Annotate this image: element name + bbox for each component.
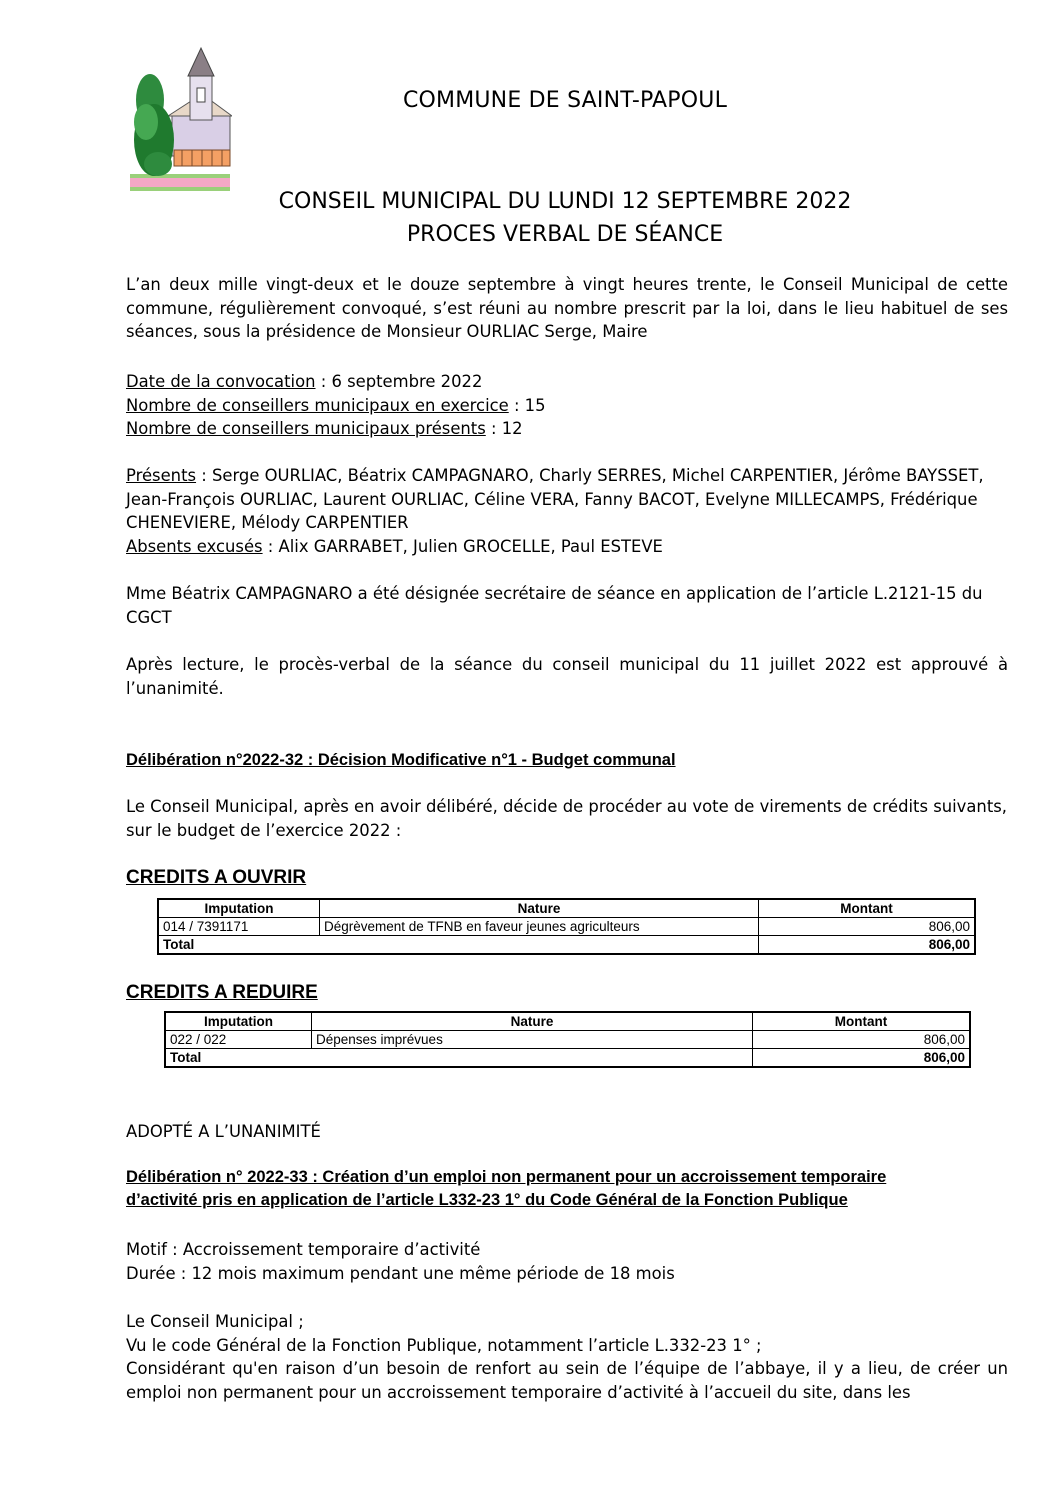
delib-33-motif-block bbox=[126, 1238, 1008, 1285]
convocation-date-value: : 6 septembre 2022 bbox=[315, 372, 483, 391]
vu-line: Vu le code Général de la Fonction Publique, notamment l’article L.332-23 1° ; bbox=[126, 1335, 762, 1355]
conseillers-exercice-label: Nombre de conseillers municipaux en exercice bbox=[126, 395, 509, 415]
col-imputation: Imputation bbox=[158, 899, 320, 918]
conseillers-exercice-value: : 15 bbox=[508, 395, 546, 415]
presents-label: Présents bbox=[126, 466, 197, 485]
delib-33-title bbox=[126, 1166, 1008, 1212]
row-montant: 806,00 bbox=[753, 1031, 971, 1049]
conseillers-presents-label: Nombre de conseillers municipaux présents bbox=[126, 419, 486, 438]
commune-name: COMMUNE DE SAINT-PAPOUL bbox=[402, 88, 728, 113]
conseillers-presents-value: : 12 bbox=[485, 419, 523, 438]
council-title: CONSEIL MUNICIPAL DU LUNDI 12 SEPTEMBRE 2022 bbox=[278, 189, 852, 214]
duree-line: Durée : 12 mois maximum pendant une même période de 18 mois bbox=[126, 1263, 675, 1283]
delib-32-text: Le Conseil Municipal, après en avoir délibéré, décide de procéder au vote de virements de crédits suivants, sur le budget de l’exercice 2022 : bbox=[126, 797, 1007, 840]
conseil-line: Le Conseil Municipal ; bbox=[126, 1312, 304, 1331]
delib-33-title-line2: d’activité pris en application de l’article L332-23 1° du Code Général de la Fonction Publique bbox=[126, 1191, 848, 1209]
table-header-row bbox=[158, 899, 975, 918]
table-total-row bbox=[165, 1049, 970, 1068]
total-label: Total bbox=[165, 1049, 753, 1068]
table-row bbox=[158, 918, 975, 936]
row-imputation: 014 / 7391171 bbox=[158, 918, 320, 936]
col-nature: Nature bbox=[312, 1012, 753, 1031]
col-montant: Montant bbox=[753, 1012, 971, 1031]
table-header-row bbox=[165, 1012, 970, 1031]
commune-logo-church-icon bbox=[128, 46, 232, 192]
absents-list: : Alix GARRABET, Julien GROCELLE, Paul ESTEVE bbox=[262, 536, 663, 556]
row-nature: Dégrèvement de TFNB en faveur jeunes agriculteurs bbox=[320, 918, 759, 936]
delib-33-body bbox=[126, 1310, 1008, 1404]
credits-ouvrir-table bbox=[157, 898, 976, 955]
delib-33-title-line1: Délibération n° 2022-33 : Création d’un emploi non permanent pour un accroissement temporaire bbox=[126, 1168, 887, 1186]
conseillers-exercice bbox=[126, 394, 1008, 418]
absents-label: Absents excusés bbox=[126, 536, 263, 556]
col-nature: Nature bbox=[320, 899, 759, 918]
row-montant: 806,00 bbox=[759, 918, 976, 936]
total-montant: 806,00 bbox=[753, 1049, 971, 1068]
col-imputation: Imputation bbox=[165, 1012, 312, 1031]
presents-line bbox=[126, 464, 1008, 535]
credits-ouvrir-heading: CREDITS A OUVRIR bbox=[126, 867, 307, 888]
conseillers-presents bbox=[126, 417, 1008, 441]
intro-paragraph: L’an deux mille vingt-deux et le douze septembre à vingt heures trente, le Conseil Municipal de cette commune, régulièrement convoqué, s’est réuni au nombre prescrit par la loi, dans le lieu habituel de ses séances, sous la présidence de Monsieur OURLIAC Serge, Maire bbox=[126, 275, 1008, 341]
minutes-title: PROCES VERBAL DE SÉANCE bbox=[406, 222, 724, 247]
absents-line bbox=[126, 535, 1008, 559]
considerant-paragraph: Considérant qu'en raison d’un besoin de renfort au sein de l’équipe de l’abbaye, il y a lieu, de créer un emploi non permanent pour un accroissement temporaire d’activité à l’accueil du site, dans les bbox=[126, 1359, 1008, 1402]
convocation-block bbox=[126, 370, 1008, 441]
credits-reduire-table bbox=[164, 1011, 971, 1068]
row-nature: Dépenses imprévues bbox=[312, 1031, 753, 1049]
col-montant: Montant bbox=[759, 899, 976, 918]
presents-list: : Serge OURLIAC, Béatrix CAMPAGNARO, Charly SERRES, Michel CARPENTIER, Jérôme BAYSSET, Jean-François OURLIAC, Laurent OURLIAC, Céline VERA, Fanny BACOT, Evelyne MILLECAMPS, Frédérique CHENEVIERE, Mélody CARPENTIER bbox=[126, 466, 984, 532]
row-imputation: 022 / 022 bbox=[165, 1031, 312, 1049]
motif-line: Motif : Accroissement temporaire d’activité bbox=[126, 1240, 481, 1259]
attendance-block bbox=[126, 464, 1008, 558]
total-montant: 806,00 bbox=[759, 936, 976, 955]
convocation-date-label: Date de la convocation bbox=[126, 372, 316, 391]
table-row bbox=[165, 1031, 970, 1049]
delib-32-title: Délibération n°2022-32 : Décision Modificative n°1 - Budget communal bbox=[126, 751, 676, 769]
credits-reduire-heading: CREDITS A REDUIRE bbox=[126, 982, 318, 1003]
table-total-row bbox=[158, 936, 975, 955]
total-label: Total bbox=[158, 936, 759, 955]
adopte-unanimite: ADOPTÉ A L’UNANIMITÉ bbox=[126, 1122, 321, 1141]
secretaire-paragraph: Mme Béatrix CAMPAGNARO a été désignée secrétaire de séance en application de l’article L.2121-15 du CGCT bbox=[126, 584, 983, 627]
approbation-paragraph: Après lecture, le procès-verbal de la séance du conseil municipal du 11 juillet 2022 est approuvé à l’unanimité. bbox=[126, 655, 1008, 698]
convocation-date bbox=[126, 370, 1008, 394]
